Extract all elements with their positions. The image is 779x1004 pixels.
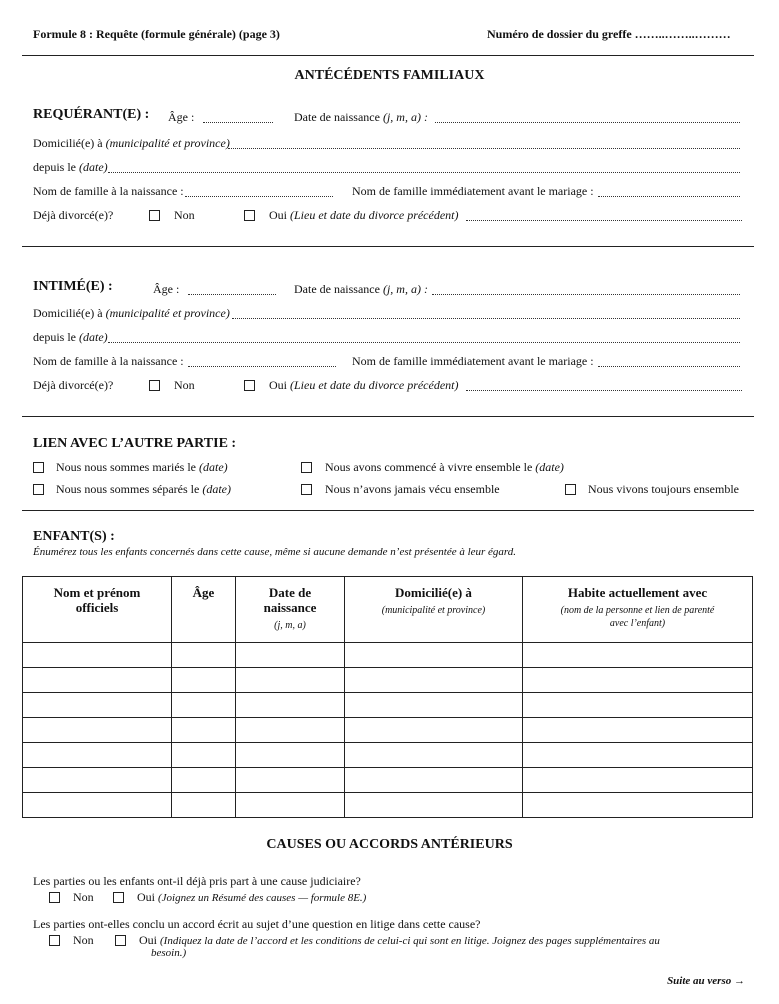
divider xyxy=(22,246,754,247)
applicant-heading: REQUÉRANT(E) : xyxy=(33,107,150,122)
never-lived-label: Nous n’avons jamais vécu ensemble xyxy=(325,482,500,496)
age-field[interactable] xyxy=(188,294,276,295)
column-header-lives-with: Habite actuellement avec (nom de la personne et lien de parenté avec l’enfant) xyxy=(523,577,753,643)
agreement-no-label: Non xyxy=(73,933,94,947)
respondent-heading: INTIMÉ(E) : xyxy=(33,279,113,294)
still-living-checkbox[interactable] xyxy=(565,484,576,495)
child-lives-with-cell[interactable] xyxy=(523,643,753,668)
age-field[interactable] xyxy=(203,122,273,123)
birth-name-label: Nom de famille à la naissance : xyxy=(33,354,184,368)
column-header-name: Nom et prénom officiels xyxy=(23,577,172,643)
divider xyxy=(22,55,754,56)
divorced-yes-checkbox[interactable] xyxy=(244,210,255,221)
child-lives-with-cell[interactable] xyxy=(523,768,753,793)
cohabit-start-label: Nous avons commencé à vivre ensemble le xyxy=(325,460,533,474)
domicile-field[interactable] xyxy=(232,318,740,319)
child-age-cell[interactable] xyxy=(172,718,236,743)
prior-case-question: Les parties ou les enfants ont-il déjà pris part à une cause judiciaire? xyxy=(33,874,361,888)
name-before-marriage-label: Nom de famille immédiatement avant le mariage : xyxy=(352,184,594,198)
still-living-label: Nous vivons toujours ensemble xyxy=(588,482,739,496)
child-domicile-cell[interactable] xyxy=(345,768,523,793)
divorced-no-checkbox[interactable] xyxy=(149,380,160,391)
divider xyxy=(22,416,754,417)
divorced-yes-hint: (Lieu et date du divorce précédent) xyxy=(290,378,459,392)
prior-case-no-checkbox[interactable] xyxy=(49,892,60,903)
agreement-yes-hint: (Indiquez la date de l’accord et les conditions de celui-ci qui sont en litige. Joignez des pages supplémentaires au xyxy=(160,935,660,947)
separated-hint: (date) xyxy=(202,482,231,496)
child-age-cell[interactable] xyxy=(172,768,236,793)
divorced-yes-hint: (Lieu et date du divorce précédent) xyxy=(290,208,459,222)
divorced-yes-label: Oui xyxy=(269,208,287,222)
child-name-cell[interactable] xyxy=(23,743,172,768)
birth-date-field[interactable] xyxy=(435,122,740,123)
previous-divorce-field[interactable] xyxy=(466,390,742,391)
table-row xyxy=(23,793,753,818)
child-name-cell[interactable] xyxy=(23,668,172,693)
table-row xyxy=(23,718,753,743)
birth-name-label: Nom de famille à la naissance : xyxy=(33,184,184,198)
child-dob-cell[interactable] xyxy=(236,693,345,718)
child-name-cell[interactable] xyxy=(23,693,172,718)
children-heading: ENFANT(S) : xyxy=(33,529,115,544)
child-domicile-cell[interactable] xyxy=(345,643,523,668)
child-age-cell[interactable] xyxy=(172,643,236,668)
since-hint: (date) xyxy=(79,160,108,174)
child-age-cell[interactable] xyxy=(172,743,236,768)
prior-case-yes-checkbox[interactable] xyxy=(113,892,124,903)
table-row xyxy=(23,743,753,768)
never-lived-checkbox[interactable] xyxy=(301,484,312,495)
table-row xyxy=(23,643,753,668)
child-lives-with-cell[interactable] xyxy=(523,718,753,743)
agreement-yes-hint-continued: besoin.) xyxy=(151,947,187,959)
child-domicile-cell[interactable] xyxy=(345,743,523,768)
child-lives-with-cell[interactable] xyxy=(523,693,753,718)
child-dob-cell[interactable] xyxy=(236,718,345,743)
divorced-label: Déjà divorcé(e)? xyxy=(33,378,114,392)
birth-name-field[interactable] xyxy=(185,196,333,197)
child-age-cell[interactable] xyxy=(172,668,236,693)
child-age-cell[interactable] xyxy=(172,693,236,718)
prior-cases-title: CAUSES OU ACCORDS ANTÉRIEURS xyxy=(266,837,513,852)
birth-date-field[interactable] xyxy=(432,294,740,295)
relationship-heading: LIEN AVEC L’AUTRE PARTIE : xyxy=(33,436,237,451)
form-title: Formule 8 : Requête (formule générale) (page 3) xyxy=(33,27,280,41)
table-row xyxy=(23,668,753,693)
since-field[interactable] xyxy=(108,172,740,173)
child-age-cell[interactable] xyxy=(172,793,236,818)
child-domicile-cell[interactable] xyxy=(345,693,523,718)
divorced-no-label: Non xyxy=(174,208,195,222)
column-header-age: Âge xyxy=(172,577,236,643)
domicile-label: Domicilié(e) à xyxy=(33,306,103,320)
married-label: Nous nous sommes mariés le xyxy=(56,460,196,474)
child-dob-cell[interactable] xyxy=(236,793,345,818)
age-label: Âge : xyxy=(153,282,180,296)
table-row xyxy=(23,768,753,793)
child-domicile-cell[interactable] xyxy=(345,793,523,818)
table-header-row xyxy=(23,577,753,643)
prior-case-yes-label: Oui xyxy=(137,890,155,904)
children-instruction: Énumérez tous les enfants concernés dans cette cause, même si aucune demande n’est présentée à leur égard. xyxy=(33,546,517,558)
agreement-yes-checkbox[interactable] xyxy=(115,935,126,946)
divider xyxy=(22,510,754,511)
child-dob-cell[interactable] xyxy=(236,743,345,768)
prior-case-no-label: Non xyxy=(73,890,94,904)
cohabit-start-hint: (date) xyxy=(535,460,564,474)
domicile-label: Domicilié(e) à xyxy=(33,136,103,150)
child-lives-with-cell[interactable] xyxy=(523,793,753,818)
child-domicile-cell[interactable] xyxy=(345,718,523,743)
previous-divorce-field[interactable] xyxy=(466,220,742,221)
divorced-label: Déjà divorcé(e)? xyxy=(33,208,114,222)
married-checkbox[interactable] xyxy=(33,462,44,473)
file-number-label: Numéro de dossier du greffe ……..……..……… xyxy=(487,27,731,41)
child-dob-cell[interactable] xyxy=(236,643,345,668)
name-before-marriage-field[interactable] xyxy=(598,366,740,367)
child-name-cell[interactable] xyxy=(23,643,172,668)
name-before-marriage-field[interactable] xyxy=(598,196,740,197)
birth-date-hint: (j, m, a) : xyxy=(382,110,428,124)
since-label: depuis le xyxy=(33,330,76,344)
separated-checkbox[interactable] xyxy=(33,484,44,495)
birth-date-hint: (j, m, a) : xyxy=(382,282,428,296)
family-history-title: ANTÉCÉDENTS FAMILIAUX xyxy=(294,68,485,83)
column-header-domicile: Domicilié(e) à (municipalité et province) xyxy=(345,577,523,643)
agreement-yes-label: Oui xyxy=(139,933,157,947)
married-hint: (date) xyxy=(199,460,228,474)
child-lives-with-cell[interactable] xyxy=(523,743,753,768)
prior-case-yes-hint: (Joignez un Résumé des causes — formule 8E.) xyxy=(158,892,367,904)
age-label: Âge : xyxy=(168,110,195,124)
divorced-no-label: Non xyxy=(174,378,195,392)
divorced-yes-checkbox[interactable] xyxy=(244,380,255,391)
table-row xyxy=(23,693,753,718)
children-table xyxy=(22,576,753,818)
child-dob-cell[interactable] xyxy=(236,668,345,693)
child-name-cell[interactable] xyxy=(23,718,172,743)
name-before-marriage-label: Nom de famille immédiatement avant le mariage : xyxy=(352,354,594,368)
birth-date-label: Date de naissance xyxy=(294,282,380,296)
birth-name-field[interactable] xyxy=(188,366,336,367)
since-field[interactable] xyxy=(108,342,740,343)
cohabit-start-checkbox[interactable] xyxy=(301,462,312,473)
agreement-question: Les parties ont-elles conclu un accord écrit au sujet d’une question en litige dans cette cause? xyxy=(33,917,481,931)
child-dob-cell[interactable] xyxy=(236,768,345,793)
separated-label: Nous nous sommes séparés le xyxy=(56,482,200,496)
divorced-no-checkbox[interactable] xyxy=(149,210,160,221)
child-name-cell[interactable] xyxy=(23,768,172,793)
domicile-field[interactable] xyxy=(228,148,740,149)
child-lives-with-cell[interactable] xyxy=(523,668,753,693)
agreement-no-checkbox[interactable] xyxy=(49,935,60,946)
continue-on-back: Suite au verso → xyxy=(667,975,745,987)
column-header-dob: Date de naissance (j, m, a) xyxy=(236,577,345,643)
divorced-yes-label: Oui xyxy=(269,378,287,392)
domicile-hint: (municipalité et province) xyxy=(105,136,230,150)
since-hint: (date) xyxy=(79,330,108,344)
child-domicile-cell[interactable] xyxy=(345,668,523,693)
child-name-cell[interactable] xyxy=(23,793,172,818)
birth-date-label: Date de naissance xyxy=(294,110,380,124)
domicile-hint: (municipalité et province) xyxy=(105,306,230,320)
since-label: depuis le xyxy=(33,160,76,174)
